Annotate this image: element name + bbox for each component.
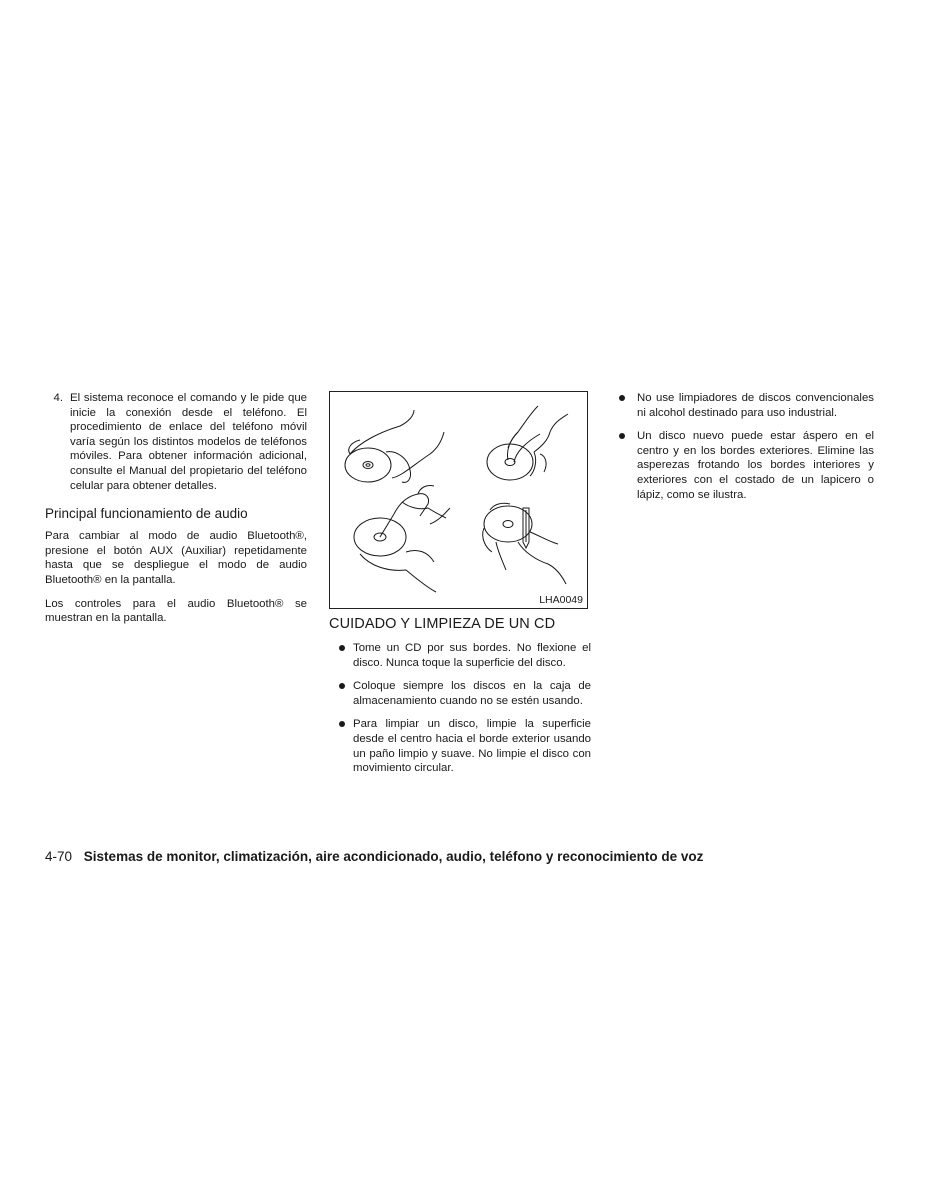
figure-code: LHA0049: [539, 594, 583, 606]
cd-cleaning-bullets: [618, 391, 874, 502]
bullet-icon: [618, 391, 637, 420]
cd-wipe-cloth-icon: [354, 485, 450, 592]
list-item: [329, 641, 591, 670]
bullet-text: No use limpiadores de discos convencionales ni alcohol destinado para uso industrial.: [637, 392, 874, 419]
cd-hold-edges-icon: [345, 410, 444, 482]
bullet-icon: [329, 717, 353, 775]
bullet-text: Para limpiar un disco, limpie la superficie desde el centro hacia el borde exterior usando un paño limpio y suave. No limpie el disco con movimiento circular.: [353, 718, 591, 775]
step-text: El sistema reconoce el comando y le pide que inicie la conexión desde el teléfono. El procedimiento de enlace del teléfono móvil varía según los distintos modelos de teléfonos móviles. Para obtener información adicional, consulte el Manual del propietario del teléfono celular para obtener detalles.: [70, 392, 307, 492]
bullet-text: Un disco nuevo puede estar áspero en el centro y en los bordes exteriores. Elimine las asperezas frotando los bordes interiores y exteriores con el costado de un lapicero o lápiz, como se ilustra.: [637, 430, 874, 501]
left-column: [45, 391, 307, 635]
page-footer: [45, 848, 905, 865]
list-item: [329, 717, 591, 775]
cd-center-hole-icon: [487, 406, 568, 480]
subheading-audio: Principal funcionamiento de audio: [45, 506, 248, 522]
right-column: [618, 391, 874, 511]
list-item: [618, 391, 874, 420]
cd-care-bullets: [329, 641, 591, 776]
middle-column: [329, 391, 591, 785]
list-item: [329, 679, 591, 708]
bullet-icon: [329, 679, 353, 708]
cd-illustration-drawing: [330, 392, 587, 608]
footer-chapter-title: Sistemas de monitor, climatización, aire acondicionado, audio, teléfono y reconocimiento de voz: [83, 849, 704, 864]
bullet-icon: [618, 429, 637, 502]
step-4: [45, 391, 307, 493]
list-item: [618, 429, 874, 502]
paragraph-audio-controls: Los controles para el audio Bluetooth® se muestran en la pantalla.: [45, 597, 307, 625]
bullet-text: Tome un CD por sus bordes. No flexione el disco. Nunca toque la superficie del disco.: [353, 642, 591, 669]
bullet-icon: [329, 641, 353, 670]
cd-pen-edge-icon: [483, 503, 566, 584]
page-number: 4-70: [45, 849, 73, 864]
cd-handling-illustration: [329, 391, 588, 609]
bullet-text: Coloque siempre los discos en la caja de almacenamiento cuando no se estén usando.: [353, 680, 591, 707]
paragraph-audio-mode: Para cambiar al modo de audio Bluetooth®, presione el botón AUX (Auxiliar) repetidamente hasta que se despliegue el modo de audio Bluetooth® en la pantalla.: [45, 530, 307, 586]
step-number: 4.: [53, 392, 63, 404]
section-title-cd-care: CUIDADO Y LIMPIEZA DE UN CD: [329, 616, 556, 632]
